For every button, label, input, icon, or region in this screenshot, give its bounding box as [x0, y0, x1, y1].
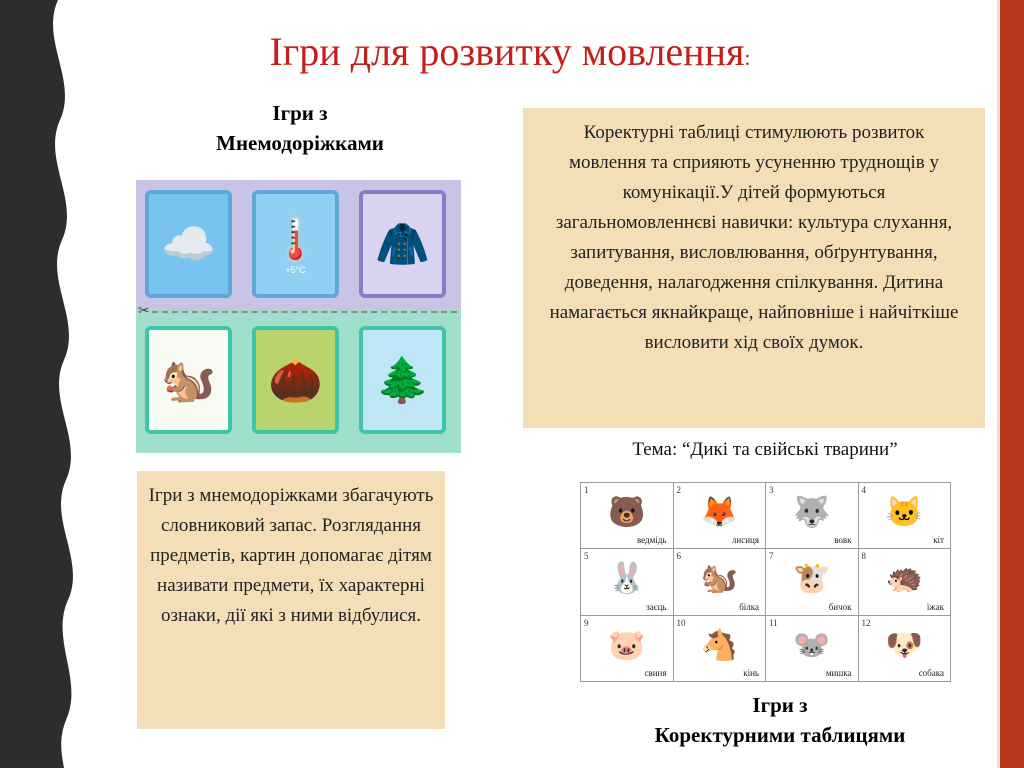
winter-forest-icon: 🌲: [375, 356, 430, 405]
mnemo-card-hollow: [252, 326, 339, 434]
mnemo-card-squirrel: [145, 326, 232, 434]
temperature-label: +5°C: [285, 265, 306, 275]
mnemo-card-weather: [145, 190, 232, 298]
animal-name: лисиця: [731, 535, 759, 546]
correction-description-text: Коректурні таблиці стимулюють розвиток мовлення та сприяють усуненню труднощів у комунікації.У дітей формуються загальномовленнєві навички: культура слухання, запитування, висловлювання, обґрунтування, доведення, налагодження спілкування. Дитина намагається якнайкраще, найповніше і найчіткіше висловити хід своїх думок.: [549, 122, 959, 353]
mnemo-heading-line2: Мнемодоріжками: [216, 131, 384, 155]
cell-number: 9: [584, 617, 589, 628]
animal-face-icon: 🐮: [793, 562, 831, 596]
right-accent-bar: [1000, 0, 1024, 768]
correction-description-box: [523, 108, 985, 428]
animal-face-icon: 🐶: [885, 628, 923, 662]
left-decorative-band: [0, 0, 90, 768]
animal-name: ведмідь: [636, 535, 667, 546]
mnemo-heading-line1: Ігри з: [272, 101, 328, 125]
animal-face-icon: 🐻: [608, 496, 646, 530]
thermometer-icon: 🌡️: [268, 215, 323, 264]
correction-heading: [600, 690, 960, 750]
cell-number: 7: [769, 551, 774, 562]
animal-cell: [673, 615, 766, 681]
animal-name: білка: [739, 601, 759, 612]
animal-face-icon: 🦔: [885, 562, 923, 596]
sun-cloud-icon: ☁️: [161, 220, 216, 269]
title-text: Ігри для розвитку мовлення: [269, 29, 745, 74]
winter-clothes-icon: 🧥: [375, 220, 430, 269]
animal-name: свиня: [644, 668, 667, 678]
animal-cell: [858, 483, 951, 549]
animal-name: кінь: [743, 668, 759, 678]
cell-number: 1: [584, 485, 589, 495]
mnemo-track-image: [136, 180, 461, 453]
hollow-with-nuts-icon: 🌰: [268, 356, 323, 405]
cell-number: 10: [676, 617, 686, 628]
animal-cell: [673, 483, 766, 549]
cell-number: 4: [861, 485, 866, 495]
correction-heading-line2: Коректурними таблицями: [654, 723, 906, 747]
animal-name: їжак: [926, 601, 944, 612]
animal-name: бичок: [828, 601, 852, 612]
animal-name: вовк: [834, 535, 852, 546]
animal-cell: [858, 615, 951, 681]
correction-table: [580, 482, 951, 682]
table-caption: Тема: “Дикі та свійські тварини”: [632, 439, 898, 460]
cell-number: 11: [769, 617, 778, 628]
correction-heading-line1: Ігри з: [752, 693, 808, 717]
table-row: [581, 615, 951, 681]
animal-cell: [766, 483, 859, 549]
cell-number: 12: [861, 617, 871, 628]
mnemo-card-thermometer: [252, 190, 339, 298]
animal-face-icon: 🐱: [885, 496, 923, 530]
animal-cell: [766, 549, 859, 615]
animal-face-icon: 🐷: [608, 628, 646, 662]
animal-name: кіт: [933, 535, 944, 546]
animal-cell: [858, 549, 951, 615]
table-row: [581, 549, 951, 615]
animal-face-icon: 🐺: [793, 496, 831, 530]
cell-number: 6: [676, 551, 681, 562]
animal-face-icon: 🐰: [608, 562, 646, 596]
animal-cell: [581, 615, 674, 681]
cell-number: 2: [676, 485, 681, 495]
mnemo-description-text: Ігри з мнемодоріжками збагачують словниковий запас. Розглядання предметів, картин допомагає дітям називати предмети, їх характерні ознаки, дії які з ними відбулися.: [148, 485, 434, 626]
animal-name: мишка: [825, 668, 852, 678]
squirrel-icon: 🐿️: [161, 356, 216, 405]
mnemo-card-forest: [359, 326, 446, 434]
cut-line: [152, 311, 457, 313]
animal-face-icon: 🐭: [793, 628, 831, 662]
animal-face-icon: 🐴: [700, 628, 738, 662]
animal-face-icon: 🐿️: [700, 562, 738, 596]
animal-cell: [766, 615, 859, 681]
animal-name: собака: [918, 668, 944, 678]
animal-cell: [581, 549, 674, 615]
mnemo-card-clothes: [359, 190, 446, 298]
table-row: [581, 483, 951, 549]
mnemo-description-box: [137, 471, 445, 729]
cell-number: 3: [769, 485, 774, 495]
animal-cell: [581, 483, 674, 549]
page-title: [120, 28, 900, 82]
cell-number: 5: [584, 551, 589, 562]
animal-cell: [673, 549, 766, 615]
scissors-icon: ✂: [138, 304, 150, 319]
mnemo-heading: [170, 98, 430, 158]
title-colon: :: [744, 45, 751, 70]
animal-name: заєць: [646, 601, 667, 612]
animal-face-icon: 🦊: [700, 496, 738, 530]
cell-number: 8: [861, 551, 866, 562]
